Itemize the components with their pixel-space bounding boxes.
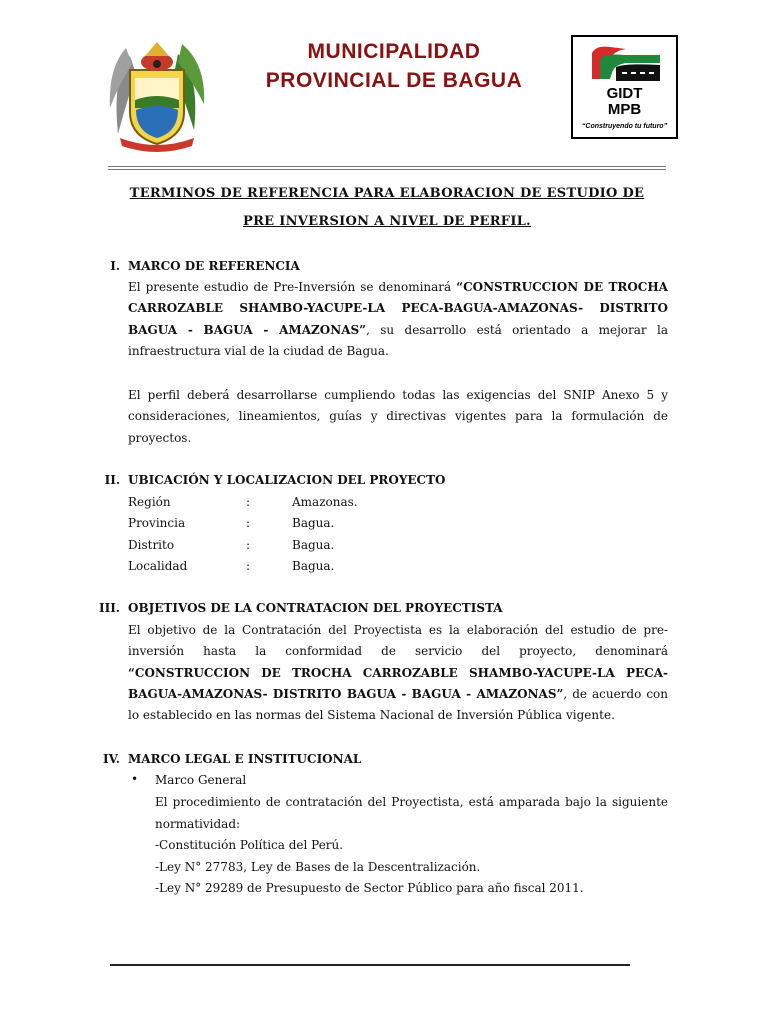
section-2-heading: UBICACIÓN Y LOCALIZACION DEL PROYECTO xyxy=(128,473,446,487)
location-row-district: Distrito : Bagua. xyxy=(128,538,335,552)
section-4-number: IV. xyxy=(102,752,120,766)
legal-item-1: -Constitución Política del Perú. xyxy=(155,838,344,852)
bullet-icon: • xyxy=(131,772,139,786)
section-4-heading: MARCO LEGAL E INSTITUCIONAL xyxy=(128,752,362,766)
municipality-crest xyxy=(108,34,206,152)
legal-item-3: -Ley N° 29289 de Presupuesto de Sector Público para año fiscal 2011. xyxy=(155,881,584,895)
document-title-line1: TERMINOS DE REFERENCIA PARA ELABORACION DE ESTUDIO DE xyxy=(129,186,645,201)
document-title-line2: PRE INVERSION A NIVEL DE PERFIL. xyxy=(243,214,531,229)
location-row-province: Provincia : Bagua. xyxy=(128,516,335,530)
logo-gidt-text: GIDT xyxy=(606,85,643,102)
section-1-paragraph-2: El perfil deberá desarrollarse cumpliendo todas las exigencias del SNIP Anexo 5 y consideraciones, lineamientos, guías y directivas vigentes para la formulación de proyectos. xyxy=(128,388,668,445)
section-2-number: II. xyxy=(104,473,120,487)
location-row-locality: Localidad : Bagua. xyxy=(128,559,335,573)
logo-mpb-text: MPB xyxy=(607,101,642,118)
section-3-number: III. xyxy=(98,601,120,615)
header-divider-top xyxy=(108,166,666,167)
section-3-paragraph: El objetivo de la Contratación del Proyectista es la elaboración del estudio de pre-inversión hasta la conformidad de servicio del proyecto, denominará “CONSTRUCCION DE TROCHA CARROZABLE SHAMBO-YACUPE-LA PECA-BAGUA-AMAZONAS- DISTRITO BAGUA - BAGUA - AMAZONAS”, de acuerdo con lo establecido en las normas del Sistema Nacional de Inversión Pública vigente. xyxy=(128,623,668,723)
location-row-region: Región : Amazonas. xyxy=(128,495,358,509)
legal-item-2: -Ley N° 27783, Ley de Bases de la Descentralización. xyxy=(155,860,481,874)
footer-divider xyxy=(110,964,630,966)
gidt-mpb-logo xyxy=(571,35,678,139)
section-1-heading: MARCO DE REFERENCIA xyxy=(128,259,300,273)
header-divider-bottom xyxy=(108,169,666,170)
section-1-number: I. xyxy=(110,259,120,273)
section-1-paragraph-1: El presente estudio de Pre-Inversión se denominará “CONSTRUCCION DE TROCHA CARROZABLE SHAMBO-YACUPE-LA PECA-BAGUA-AMAZONAS- DISTRITO BAGUA - BAGUA - AMAZONAS”, su desarrollo está orientado a mejorar la infraestructura vial de la ciudad de Bagua. xyxy=(128,280,668,358)
legal-framework-intro: El procedimiento de contratación del Proyectista, está amparada bajo la siguiente normatividad: xyxy=(155,795,668,831)
marco-general-label: Marco General xyxy=(155,773,247,787)
section-3-heading: OBJETIVOS DE LA CONTRATACION DEL PROYECTISTA xyxy=(128,601,503,615)
logo-slogan: “Construyendo tu futuro” xyxy=(581,123,668,130)
municipality-name-line2: PROVINCIAL DE BAGUA xyxy=(265,69,523,92)
road-logo-icon xyxy=(586,43,664,87)
municipality-name-line1: MUNICIPALIDAD xyxy=(307,40,481,63)
